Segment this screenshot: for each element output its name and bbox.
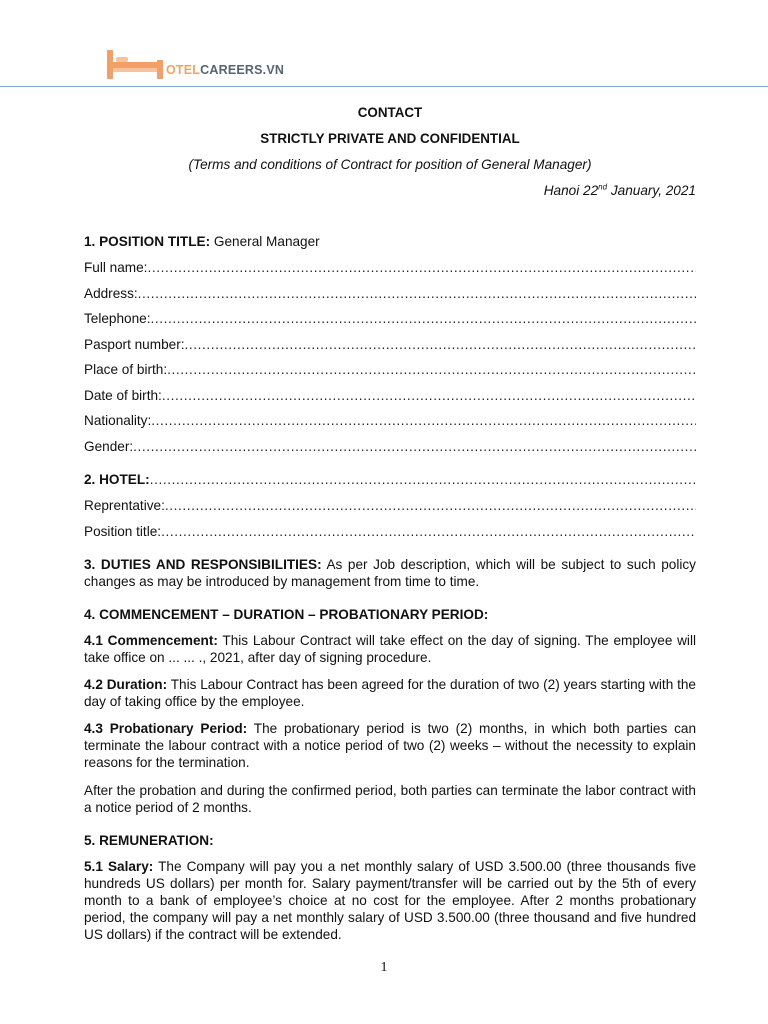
hotelcareers-logo [106, 46, 284, 80]
bed-logo-icon [106, 48, 164, 80]
field-date-of-birth[interactable] [84, 387, 696, 404]
document-title: CONTACT [357, 105, 423, 120]
field-place-of-birth[interactable] [84, 361, 696, 378]
section-heading: 2. HOTEL: [84, 472, 150, 487]
field-telephone[interactable] [84, 310, 696, 327]
subsection-heading: 5.1 Salary: [84, 859, 154, 874]
subsection-text: The Company will pay you a net monthly salary of USD 3.500.00 (three thousands five hundreds US dollars) per month for. Salary payment/transfer will be carried out by the 5th of every month to a bank of employee’s choice at no cost for the employee. After 2 months probationary period, the company will pay a net monthly salary of USD 3.500.00 (three thousand and five hundred US dollars) if the contract will be extended. [84, 859, 697, 942]
field-label: Reprentative: [84, 498, 165, 513]
logo-text-accent: OTEL [166, 63, 201, 77]
field-label: Place of birth: [84, 362, 168, 377]
subsection-commencement [84, 632, 696, 666]
field-address[interactable] [84, 285, 696, 302]
position-title-value: General Manager [210, 234, 320, 249]
logo-text-main: CAREERS.VN [200, 63, 285, 77]
header-divider [0, 86, 768, 87]
subsection-heading: 4.1 Commencement: [84, 633, 218, 648]
subsection-text: This Labour Contract has been agreed for the duration of two (2) years starting with the day of taking office by the employee. [84, 677, 696, 709]
field-label: Position title: [84, 524, 162, 539]
section-heading: 3. DUTIES AND RESPONSIBILITIES: [84, 557, 322, 572]
dotted-blank [150, 471, 696, 488]
dotted-blank [162, 387, 696, 404]
logo-text [166, 63, 284, 77]
document-date [544, 182, 696, 199]
dotted-blank [161, 523, 696, 540]
subsection-duration [84, 676, 696, 710]
field-position-title[interactable] [84, 523, 696, 540]
dotted-blank [167, 361, 696, 378]
subsection-text: This Labour Contract will take effect on the day of signing. The employee will take office on ... ... ., 2021, after day of signing procedure. [84, 633, 696, 665]
field-hotel[interactable] [84, 471, 696, 488]
field-nationality[interactable] [84, 412, 696, 429]
dotted-blank [151, 310, 696, 327]
section-heading: 1. POSITION TITLE: [84, 234, 211, 249]
subsection-text: The probationary period is two (2) months, in which both parties can terminate the labour contract with a notice period of two (2) weeks – without the necessity to explain reasons for the termination. [84, 721, 697, 770]
dotted-blank [147, 259, 696, 276]
field-gender[interactable] [84, 438, 696, 455]
field-passport-number[interactable] [84, 336, 696, 353]
section-remuneration-heading: 5. REMUNERATION: [84, 833, 214, 848]
date-sup: nd [598, 182, 608, 192]
section-duties [84, 556, 696, 590]
document-subtitle: STRICTLY PRIVATE AND CONFIDENTIAL [260, 131, 520, 146]
paragraph-after-probation: After the probation and during the confirmed period, both parties can terminate the labor contract with a notice period of 2 months. [84, 783, 696, 815]
field-label: Full name: [84, 260, 148, 275]
document-description: (Terms and conditions of Contract for position of General Manager) [188, 157, 592, 172]
field-label: Telephone: [84, 311, 151, 326]
field-label: Date of birth: [84, 388, 162, 403]
dotted-blank [138, 285, 696, 302]
field-full-name[interactable] [84, 259, 696, 276]
section-position-title [84, 233, 696, 250]
subsection-salary [84, 858, 696, 943]
date-prefix: Hanoi 22 [543, 183, 599, 198]
dotted-blank [151, 412, 696, 429]
date-suffix: January, 2021 [607, 183, 696, 198]
dotted-blank [133, 438, 696, 455]
field-representative[interactable] [84, 497, 696, 514]
page-header [0, 0, 768, 88]
section-commencement-heading: 4. COMMENCEMENT – DURATION – PROBATIONARY PERIOD: [84, 607, 489, 622]
subsection-heading: 4.3 Probationary Period: [84, 721, 248, 736]
field-label: Gender: [84, 439, 134, 454]
field-label: Address: [84, 286, 138, 301]
page-number: 1 [380, 960, 388, 975]
subsection-heading: 4.2 Duration: [84, 677, 168, 692]
field-label: Pasport number: [84, 337, 185, 352]
dotted-blank [165, 497, 696, 514]
field-label: Nationality: [84, 413, 152, 428]
section-text: As per Job description, which will be subject to such policy changes as may be introduced by management from time to time. [84, 557, 696, 589]
dotted-blank [185, 336, 697, 353]
subsection-probationary-period [84, 720, 696, 771]
